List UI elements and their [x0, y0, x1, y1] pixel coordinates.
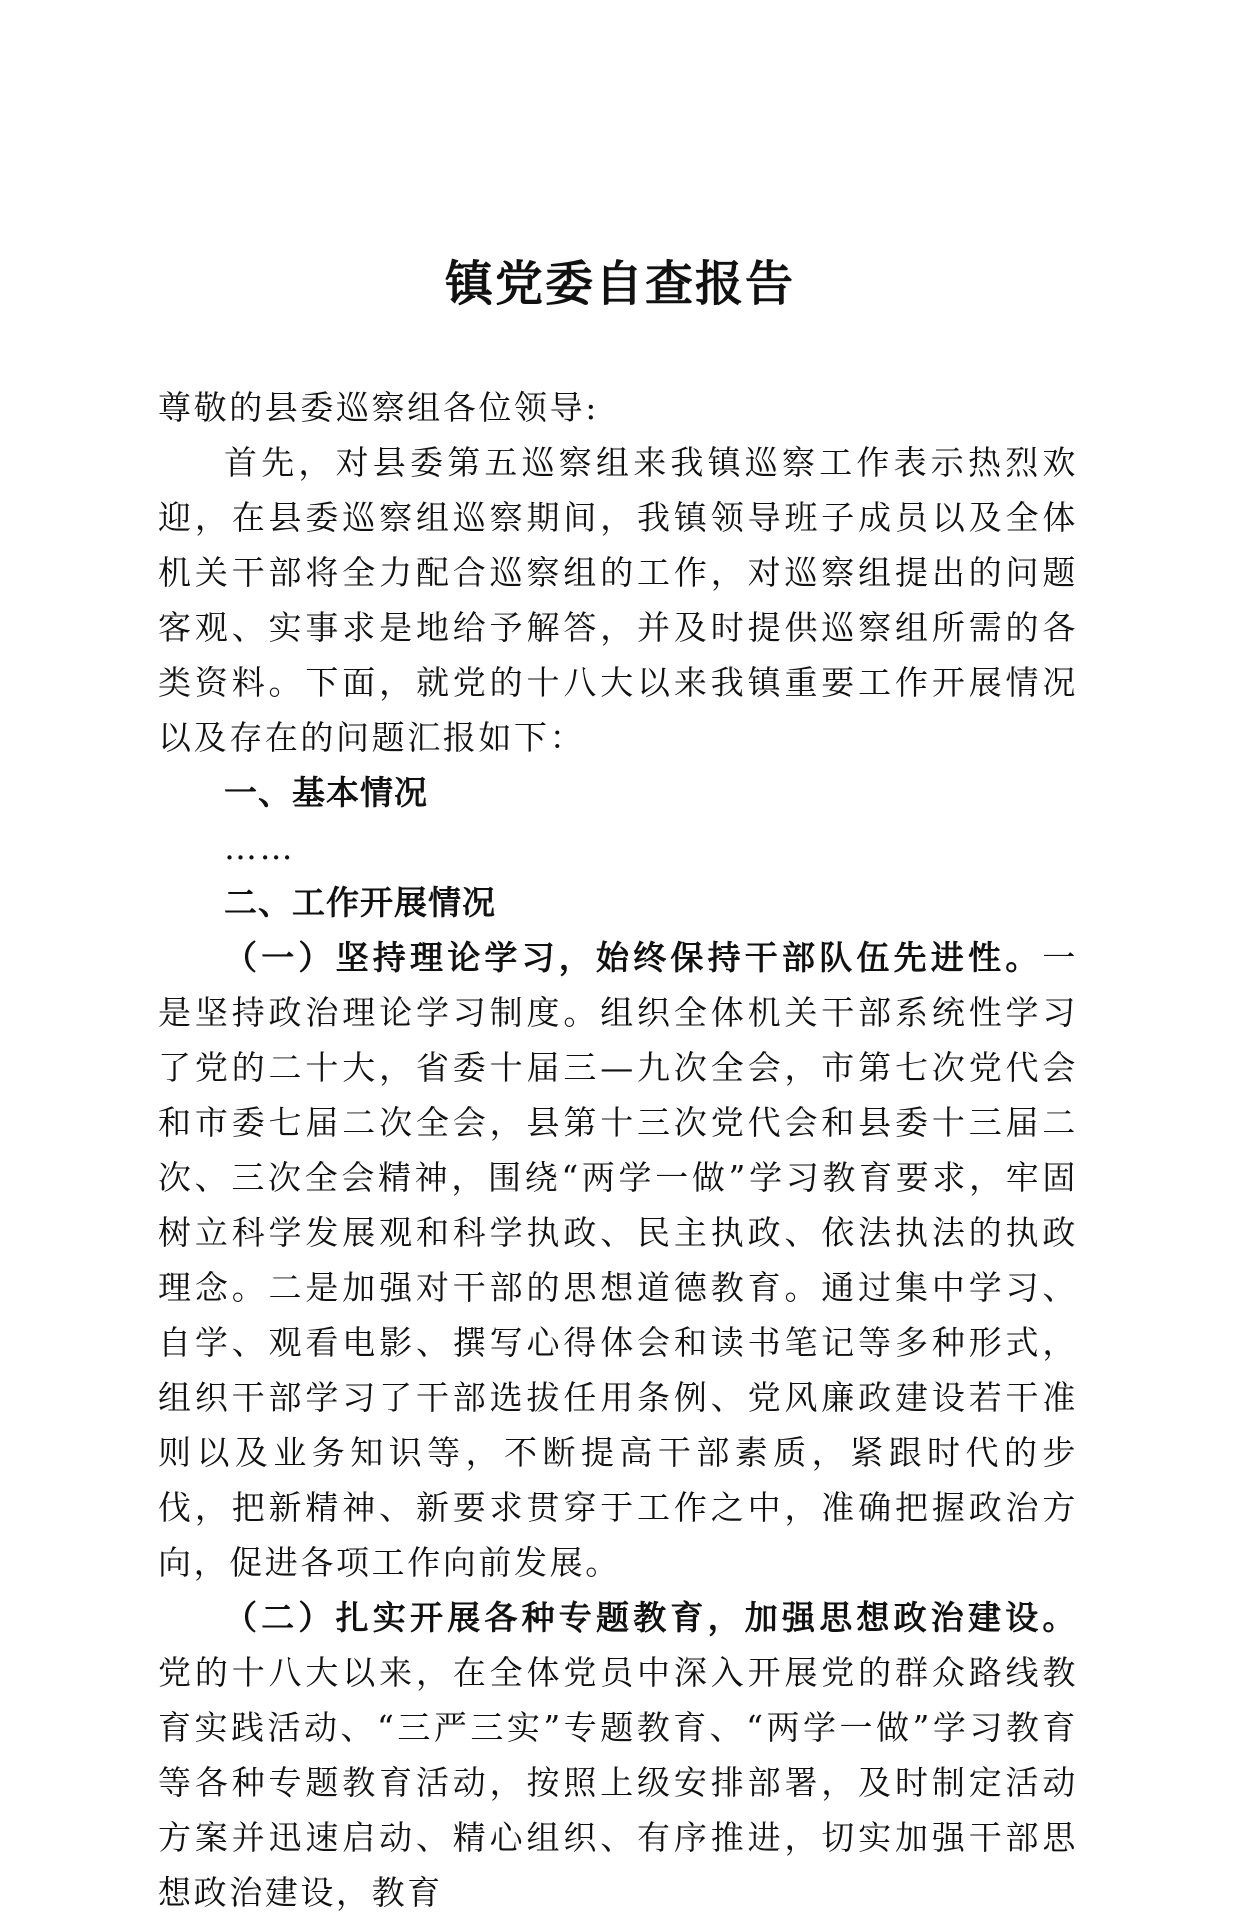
subsection-heading-1: （一）坚持理论学习，始终保持干部队伍先进性。 — [224, 938, 1043, 977]
section-heading-basic: 一、基本情况 — [224, 773, 428, 812]
section-ellipsis: …… — [224, 828, 296, 867]
subsection-body-2: 党的十八大以来，在全体党员中深入开展党的群众路线教育实践活动、“三严三实”专题教育、“两学一做”学习教育等各种专题教育活动，按照上级安排部署，及时制定活动方案并迅速启动、精心组织、有序推进，切实加强干部思想政治建设，教育 — [158, 1653, 1078, 1912]
salutation: 尊敬的县委巡察组各位领导: — [158, 388, 599, 427]
intro-paragraph: 首先，对县委第五巡察组来我镇巡察工作表示热烈欢迎，在县委巡察组巡察期间，我镇领导班子成员以及全体机关干部将全力配合巡察组的工作，对巡察组提出的问题客观、实事求是地给予解答，并及时提供巡察组所需的各类资料。下面，就党的十八大以来我镇重要工作开展情况以及存在的问题汇报如下： — [158, 443, 1078, 757]
subsection-body-1: 一是坚持政治理论学习制度。组织全体机关干部系统性学习了党的二十大，省委十届三—九次全会，市第七次党代会和市委七届二次全会，县第十三次党代会和县委十三届二次、三次全会精神，围绕“两学一做”学习教育要求，牢固树立科学发展观和科学执政、民主执政、依法执法的执政理念。二是加强对干部的思想道德教育。通过集中学习、自学、观看电影、撰写心得体会和读书笔记等多种形式，组织干部学习了干部选拔任用条例、党风廉政建设若干准则以及业务知识等，不断提高干部素质，紧跟时代的步伐，把新精神、新要求贯穿于工作之中，准确把握政治方向，促进各项工作向前发展。 — [158, 938, 1078, 1582]
section-heading-work: 二、工作开展情况 — [224, 883, 496, 922]
document-body — [158, 380, 1078, 1920]
document-title: 镇党委自查报告 — [444, 256, 795, 312]
subsection-paragraph-1 — [158, 930, 1078, 1590]
subsection-heading-2: （二）扎实开展各种专题教育，加强思想政治建设。 — [224, 1598, 1078, 1637]
subsection-paragraph-2 — [158, 1590, 1078, 1920]
